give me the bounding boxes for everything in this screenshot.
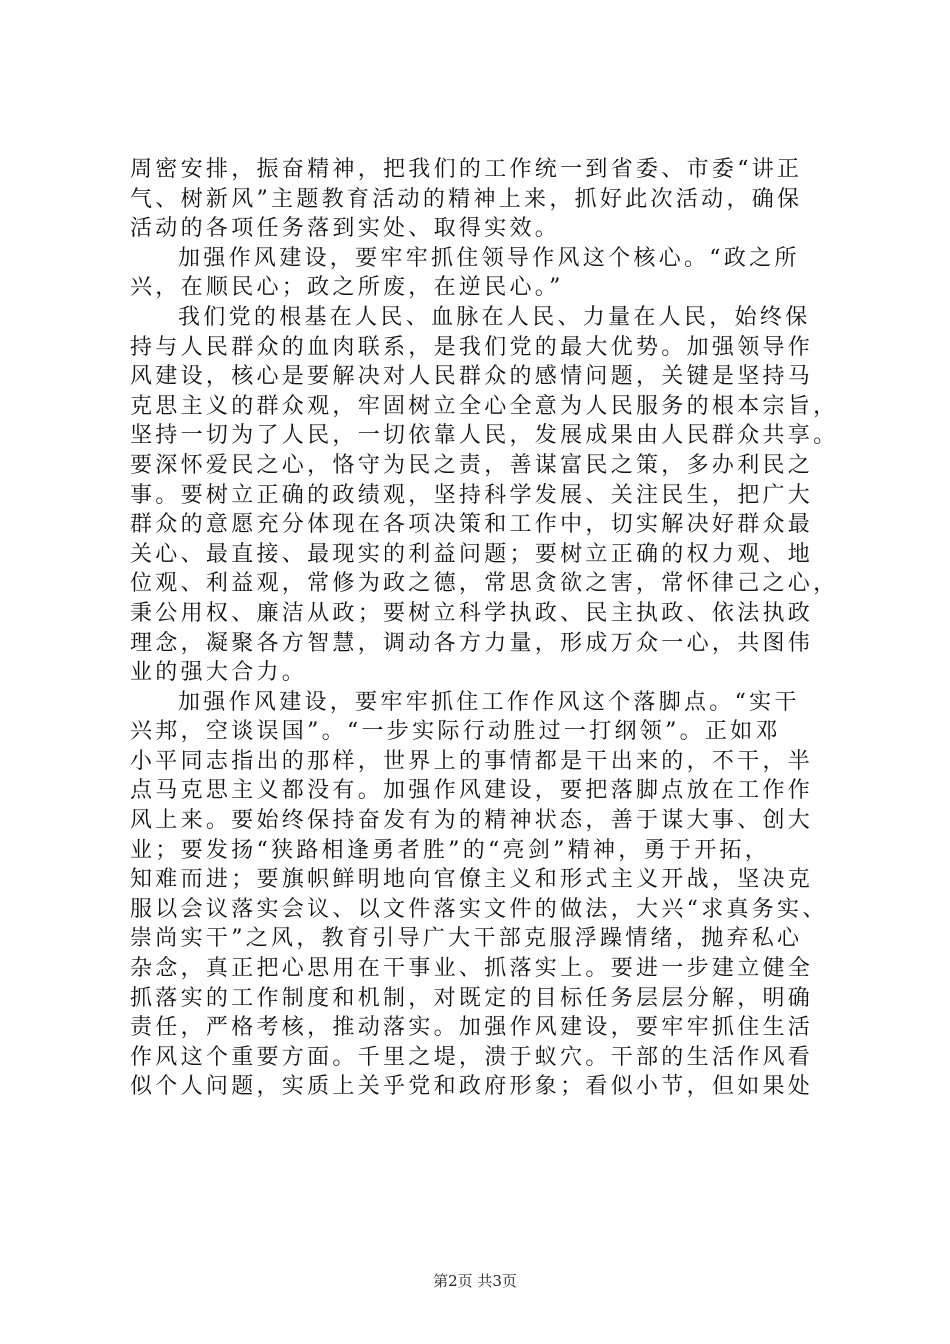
text-line: 坚持一切为了人民，一切依靠人民，发展成果由人民群众共享。 xyxy=(130,423,839,449)
text-line: 兴，在顺民心；政之所废，在逆民心。” xyxy=(130,275,564,301)
text-line: 持与人民群众的血肉联系，是我们党的最大优势。加强领导作 xyxy=(130,334,814,360)
text-line: 责任，严格考核，推动落实。加强作风建设，要牢牢抓住生活 xyxy=(130,1015,814,1041)
page-number-label: 第2页 共3页 xyxy=(433,1272,517,1290)
text-line: 群众的意愿充分体现在各项决策和工作中，切实解决好群众最 xyxy=(130,512,814,538)
text-line: 秉公用权、廉洁从政；要树立科学执政、民主执政、依法执政 xyxy=(130,600,814,626)
text-line: 知难而进；要旗帜鲜明地向官僚主义和形式主义开战，坚决克 xyxy=(130,867,814,893)
text-line: 活动的各项任务落到实处、取得实效。 xyxy=(130,216,561,242)
text-line: 作风这个重要方面。千里之堤，溃于蚁穴。干部的生活作风看 xyxy=(130,1044,814,1070)
text-line: 位观、利益观，常修为政之德，常思贪欲之害，常怀律己之心， xyxy=(130,571,839,597)
text-line: 小平同志指出的那样，世界上的事情都是干出来的，不干，半 xyxy=(130,748,814,774)
text-line: 风建设，核心是要解决对人民群众的感情问题，关键是坚持马 xyxy=(130,364,814,390)
body-text xyxy=(130,155,842,1102)
text-line: 事。要树立正确的政绩观，坚持科学发展、关注民生，把广大 xyxy=(130,482,814,508)
text-line: 抓落实的工作制度和机制，对既定的目标任务层层分解，明确 xyxy=(130,985,814,1011)
text-line: 业；要发扬“狭路相逢勇者胜”的“亮剑”精神，勇于开拓， xyxy=(130,837,771,863)
text-line: 理念，凝聚各方智慧，调动各方力量，形成万众一心，共图伟 xyxy=(130,630,814,656)
text-line: 崇尚实干”之风，教育引导广大干部克服浮躁情绪，抛弃私心 xyxy=(130,926,803,952)
text-line: 杂念，真正把心思用在干事业、抓落实上。要进一步建立健全 xyxy=(130,956,814,982)
paragraph-start-line: 加强作风建设，要牢牢抓住工作作风这个落脚点。“实干 xyxy=(178,689,800,715)
paragraph-start-line: 加强作风建设，要牢牢抓住领导作风这个核心。“政之所 xyxy=(178,245,800,271)
text-line: 气、树新风”主题教育活动的精神上来，抓好此次活动，确保 xyxy=(130,186,803,212)
paragraph-start-line: 我们党的根基在人民、血脉在人民、力量在人民，始终保 xyxy=(178,304,811,330)
text-line: 似个人问题，实质上关乎党和政府形象；看似小节，但如果处 xyxy=(130,1074,814,1100)
text-line: 兴邦，空谈误国”。“一步实际行动胜过一打纲领”。正如邓 xyxy=(130,719,781,745)
text-line: 关心、最直接、最现实的利益问题；要树立正确的权力观、地 xyxy=(130,541,814,567)
text-line: 要深怀爱民之心，恪守为民之责，善谋富民之策，多办利民之 xyxy=(130,452,814,478)
text-line: 点马克思主义都没有。加强作风建设，要把落脚点放在工作作 xyxy=(130,778,814,804)
text-line: 服以会议落实会议、以文件落实文件的做法，大兴“求真务实、 xyxy=(130,896,828,922)
text-line: 周密安排，振奋精神，把我们的工作统一到省委、市委“讲正 xyxy=(130,157,803,182)
page-footer xyxy=(0,1270,950,1291)
text-line: 风上来。要始终保持奋发有为的精神状态，善于谋大事、创大 xyxy=(130,808,814,834)
text-line: 克思主义的群众观，牢固树立全心全意为人民服务的根本宗旨， xyxy=(130,393,839,419)
text-line: 业的强大合力。 xyxy=(130,660,308,686)
